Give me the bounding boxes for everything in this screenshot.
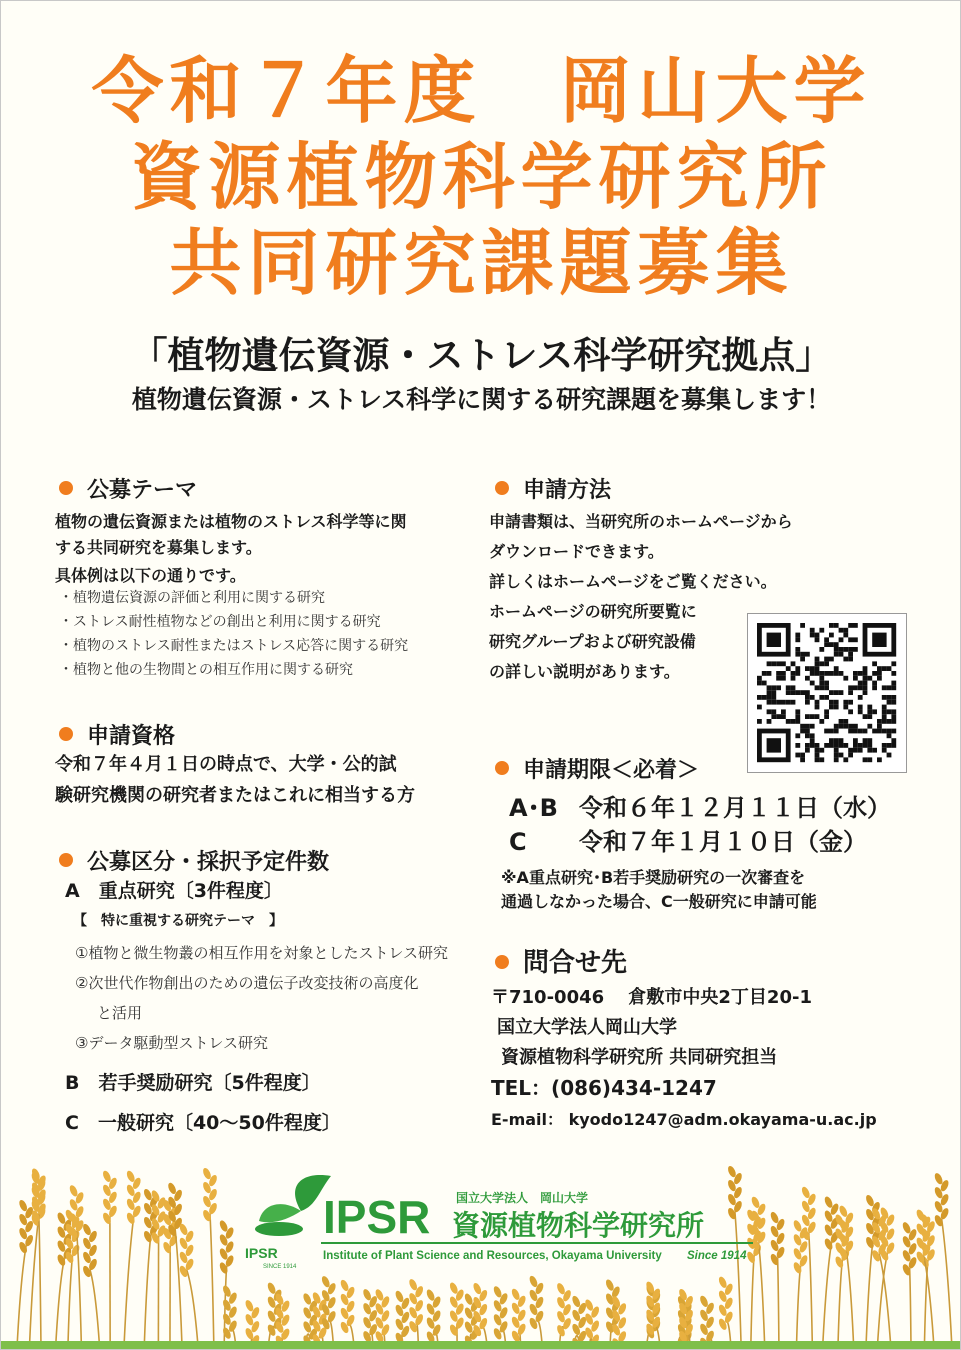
method-text: 詳しくはホームページをご覧ください。 [489,572,777,591]
category-a-item: ③データ駆動型ストレス研究 [75,1034,268,1052]
logo-small-since: SINCE 1914 [263,1264,297,1270]
method-text: ダウンロードできます。 [489,542,664,561]
ipsr-logo [1,1151,961,1350]
contact-org-2: 資源植物科学研究所 共同研究担当 [501,1047,778,1068]
ipsr-leaf-icon [255,1175,331,1236]
subtitle: 「植物遺伝資源・ストレス科学研究拠点」 [130,334,833,377]
title-line-2: 資源植物科学研究所 [130,135,833,219]
eligibility-heading: 申請資格 [59,723,175,751]
footer [1,1151,961,1350]
contact-address: 〒710-0046 倉敷市中央2丁目20-1 [491,987,812,1008]
title-line-3: 共同研究課題募集 [169,221,794,305]
category-a-subheading: 【 特に重視する研究テーマ 】 [73,913,283,929]
logo-org-top: 国立大学法人 岡山大学 [456,1191,589,1205]
contact-tel: TEL：(086)434-1247 [491,1076,717,1100]
contact-heading: 問合せ先 [495,949,627,977]
qr-code[interactable] [747,613,907,773]
qr-code-icon [748,614,906,772]
category-a-item: と活用 [97,1004,143,1022]
deadline-ab-label: A･B [509,794,558,822]
contact-email[interactable]: E-mail： kyodo1247@adm.okayama-u.ac.jp [491,1110,877,1129]
method-text: 申請書類は、当研究所のホームページから [489,512,793,531]
bullet-dot-icon [59,481,73,495]
title-line-1: 令和７年度 岡山大学 [91,49,872,133]
theme-text-2: する共同研究を募集します。 [55,538,262,557]
deadline-note-2: 通過しなかった場合、C一般研究に申請可能 [501,892,817,911]
category-a-item: ②次世代作物創出のための遺伝子改変技術の高度化 [75,974,419,992]
logo-name-en: Institute of Plant Science and Resources, Okayama University [323,1250,662,1262]
method-text: の詳しい説明があります。 [489,662,680,681]
deadline-note-1: ※A重点研究･B若手奨励研究の一次審査を [501,868,806,887]
theme-item: ・植物のストレス耐性またはストレス応答に関する研究 [59,638,409,654]
deadline-heading: 申請期限＜必着＞ [495,757,699,785]
tagline: 植物遺伝資源・ストレス科学に関する研究課題を募集します！ [131,385,832,414]
logo-name-jp: 資源植物科学研究所 [452,1209,705,1242]
theme-item: ・植物遺伝資源の評価と利用に関する研究 [59,590,325,606]
theme-heading: 公募テーマ [59,477,197,505]
bullet-dot-icon [59,727,73,741]
logo-abbr: IPSR [323,1191,431,1243]
bullet-dot-icon [495,761,509,775]
deadline-c-date: 令和７年１月１０日（金） [579,828,867,856]
logo-small-abbr: IPSR [245,1245,278,1261]
category-c: C 一般研究〔40～50件程度〕 [65,1112,341,1134]
category-a-item: ①植物と微生物叢の相互作用を対象としたストレス研究 [75,944,448,962]
bullet-dot-icon [495,481,509,495]
eligibility-text-2: 験研究機関の研究者またはこれに相当する方 [55,785,415,806]
bullet-dot-icon [59,853,73,867]
theme-item: ・ストレス耐性植物などの創出と利用に関する研究 [59,614,381,630]
logo-since: Since 1914 [687,1250,747,1262]
theme-text-1: 植物の遺伝資源または植物のストレス科学等に関 [55,512,407,531]
category-a: A 重点研究〔3件程度〕 [65,880,283,902]
deadline-ab-date: 令和６年１２月１１日（水） [579,794,891,822]
method-text: ホームページの研究所要覧に [489,602,697,621]
deadline-c-label: C [509,828,527,856]
bullet-dot-icon [495,955,509,969]
categories-heading: 公募区分・採択予定件数 [59,849,329,877]
method-heading: 申請方法 [495,477,611,505]
theme-item: ・植物と他の生物間との相互作用に関する研究 [59,662,353,678]
contact-org-1: 国立大学法人岡山大学 [497,1017,677,1038]
method-text: 研究グループおよび研究設備 [489,632,696,651]
category-b: B 若手奨励研究〔5件程度〕 [65,1072,321,1094]
eligibility-text-1: 令和７年４月１日の時点で、大学・公的試 [55,754,397,775]
theme-text-3: 具体例は以下の通りです。 [55,566,246,585]
